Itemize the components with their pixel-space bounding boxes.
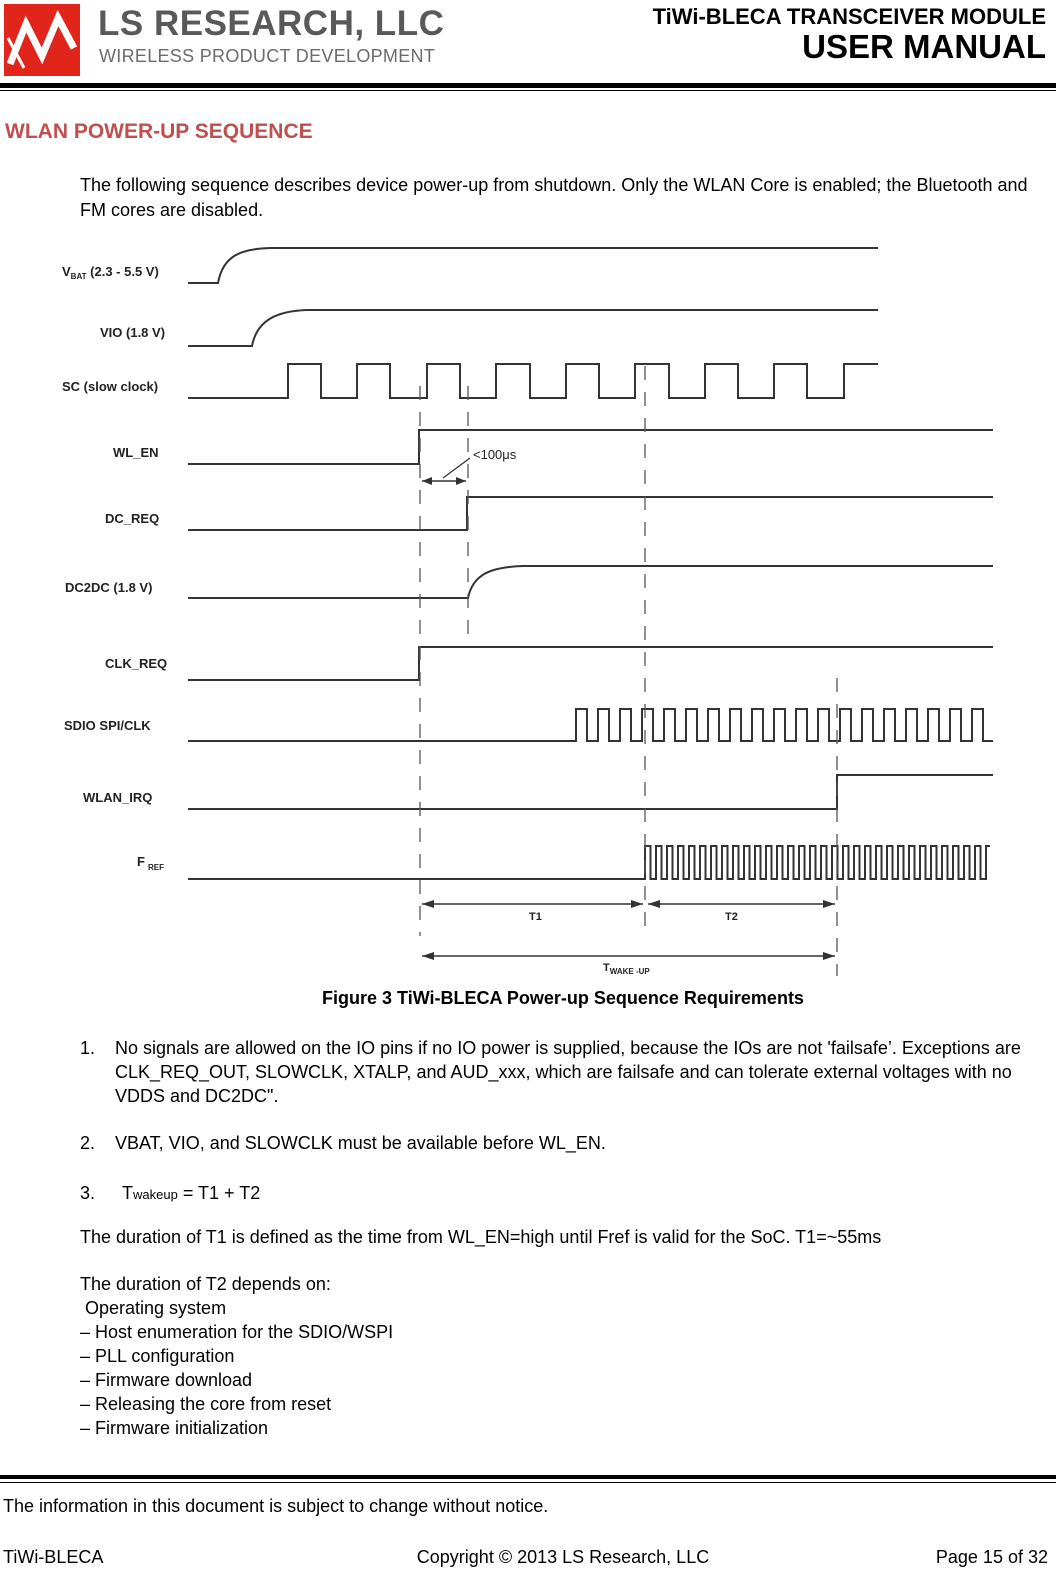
footer-page-number: Page 15 of 32: [935, 1547, 1048, 1567]
list-item-text: No signals are allowed on the IO pins if no IO power is supplied, because the IOs are not 'failsafe’. Exceptions are CLK_REQ_OUT, SLOWCLK, XTALP, and AUD_xxx, which are failsafe and can tolerate external voltages with no VDDS and DC2DC".: [115, 1038, 1021, 1106]
list-item: [80, 1036, 1040, 1108]
list-item-number: 1.: [80, 1038, 96, 1058]
figure-caption: Figure 3 TiWi-BLECA Power-up Sequence Requirements: [322, 988, 804, 1008]
waveform-dc-req: [188, 497, 993, 530]
list-item-twakeup: [80, 1181, 260, 1207]
waveform-clk-req: [188, 647, 993, 680]
header-divider-thin: [0, 90, 1056, 91]
signal-label-vbat: $V_{BAT}$ (2.3 - 5.5 V): [62, 264, 159, 281]
waveform-vio: [188, 310, 878, 346]
t2-item: – PLL configuration: [80, 1346, 235, 1366]
arrowhead-right-icon: [631, 900, 643, 908]
signal-label-sc: SC (slow clock): [62, 379, 159, 394]
list-item-number: 2.: [80, 1133, 96, 1153]
signal-label-dc-req: DC_REQ: [105, 511, 160, 526]
list-item-number: 3.: [80, 1183, 96, 1203]
annotation-100us: <100μs: [473, 447, 517, 462]
logo-tagline: WIRELESS PRODUCT DEVELOPMENT: [99, 46, 436, 66]
arrowhead-right-icon: [823, 952, 835, 960]
twakeup-symbol: Twakeup = T1 + T2: [122, 1183, 261, 1203]
t2-item: – Host enumeration for the SDIO/WSPI: [80, 1322, 394, 1342]
footer-product: TiWi-BLECA: [3, 1547, 104, 1567]
arrowhead-left-icon: [422, 952, 434, 960]
signal-label-sdio: SDIO SPI/CLK: [64, 718, 151, 733]
list-item: [80, 1131, 1040, 1155]
signal-label-wl-en: WL_EN: [113, 445, 159, 460]
section-heading: WLAN POWER-UP SEQUENCE: [5, 120, 313, 143]
document-title: TiWi-BLECA TRANSCEIVER MODULE: [652, 4, 1046, 29]
footer-notice: The information in this document is subject to change without notice.: [3, 1496, 549, 1516]
arrowhead-left-icon: [422, 477, 432, 485]
company-logo-mark: [4, 4, 80, 76]
waveform-wl-en: [188, 430, 993, 464]
t1-label: T1: [529, 911, 542, 923]
t2-intro: The duration of T2 depends on:: [80, 1274, 331, 1294]
logo-company-name: LS RESEARCH, LLC: [98, 4, 445, 43]
signal-label-fref: F $_{REF}$: [137, 854, 164, 872]
logo-mark-icon: [4, 4, 80, 76]
annotation-leader: [443, 458, 470, 478]
arrowhead-left-icon: [648, 900, 660, 908]
arrowhead-left-icon: [422, 900, 434, 908]
footer-copyright: Copyright © 2013 LS Research, LLC: [416, 1547, 710, 1567]
signal-label-vio: VIO (1.8 V): [100, 325, 166, 340]
timing-diagram: [55, 236, 1000, 981]
waveform-dc2dc: [188, 566, 993, 598]
footer-divider-thin: [0, 1482, 1056, 1483]
list-item-text: VBAT, VIO, and SLOWCLK must be available before WL_EN.: [115, 1133, 606, 1153]
t1-paragraph: The duration of T1 is defined as the time from WL_EN=high until Fref is valid for the SoC. T1=~55ms: [80, 1227, 882, 1247]
document-type: USER MANUAL: [802, 28, 1046, 65]
waveform-wlan-irq: [188, 775, 993, 809]
footer-divider: [0, 1475, 1056, 1479]
arrowhead-right-icon: [823, 900, 835, 908]
waveform-sdio-clock: [188, 709, 993, 741]
signal-label-clk-req: CLK_REQ: [105, 656, 168, 671]
waveform-vbat: [188, 248, 878, 283]
header-divider: [0, 83, 1056, 88]
t2-item: – Firmware download: [80, 1370, 253, 1390]
waveform-fref: [188, 846, 990, 879]
waveform-slow-clock: [188, 364, 878, 398]
twakeup-label: $T_{WAKE -UP}$: [603, 962, 650, 976]
intro-paragraph: The following sequence describes device power-up from shutdown. Only the WLAN Core is enabled; the Bluetooth and FM cores are disabled.: [80, 175, 1028, 220]
arrowhead-right-icon: [456, 477, 466, 485]
t2-item: – Releasing the core from reset: [80, 1394, 332, 1414]
t2-item: – Firmware initialization: [80, 1418, 269, 1438]
signal-label-wlan-irq: WLAN_IRQ: [83, 790, 153, 805]
t2-label: T2: [725, 911, 738, 923]
requirements-list: [80, 1036, 1040, 1179]
signal-label-dc2dc: DC2DC (1.8 V): [65, 580, 153, 595]
t2-item: Operating system: [80, 1298, 227, 1318]
